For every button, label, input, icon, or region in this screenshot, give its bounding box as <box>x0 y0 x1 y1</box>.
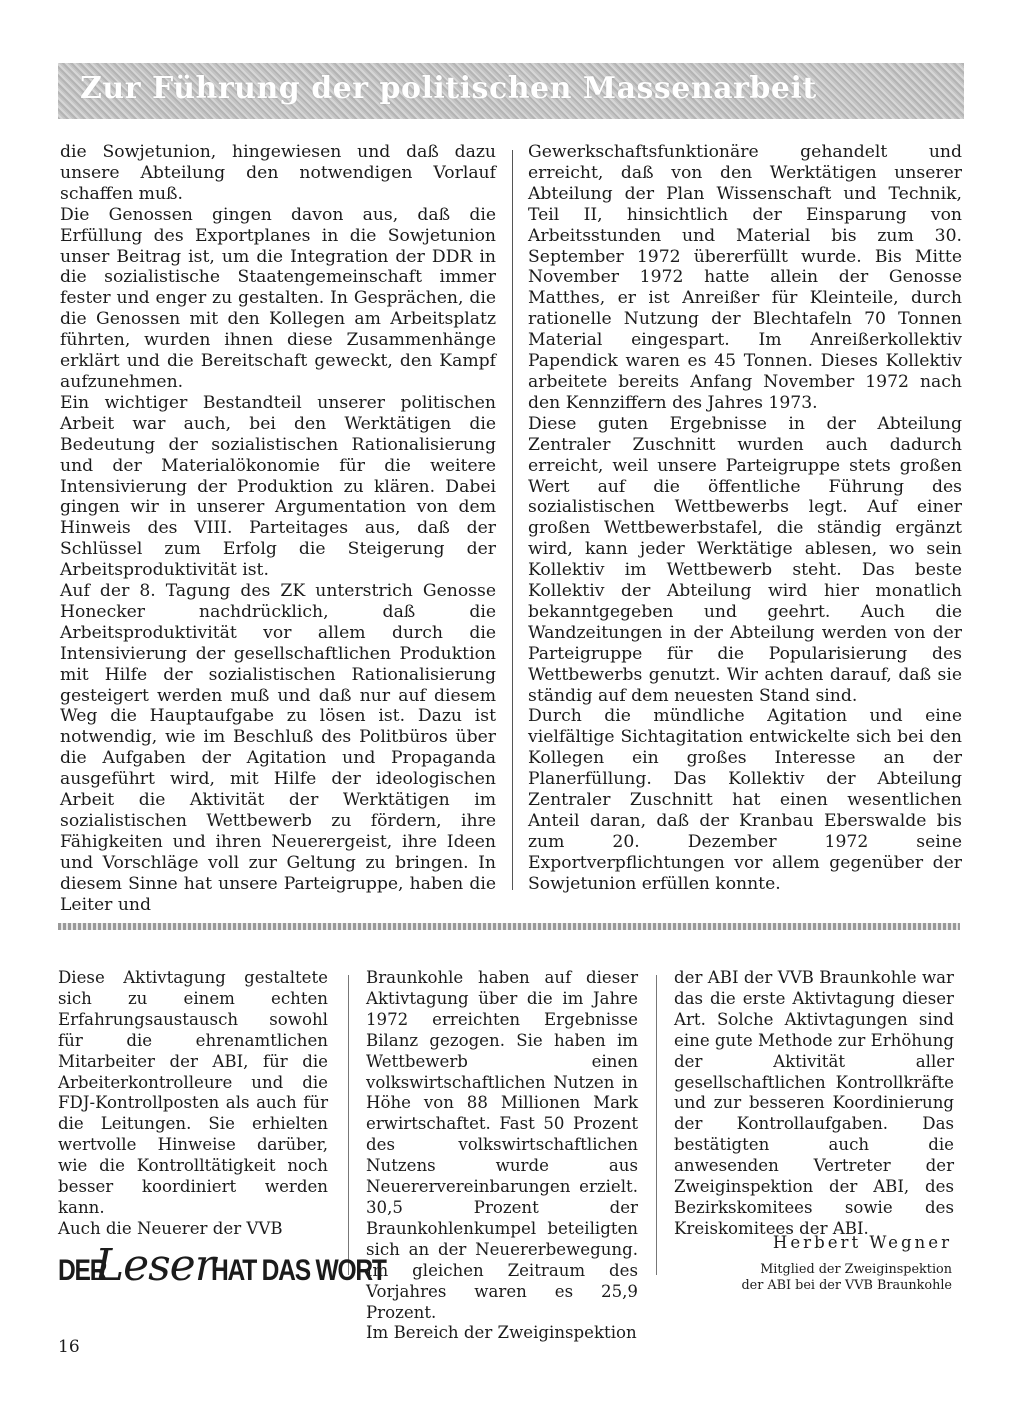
letter-column-3 <box>674 968 954 1240</box>
section-divider <box>58 923 960 930</box>
logo-text-hat-das-wort: HAT DAS WORT <box>210 1254 386 1287</box>
paragraph: die Sowjetunion, hingewiesen und daß dazu unsere Abteilung den notwendigen Vorlauf schaffen muß. <box>60 142 496 204</box>
column-rule <box>656 975 657 1275</box>
column-rule <box>348 975 349 1275</box>
paragraph: der ABI der VVB Braunkohle war das die erste Aktivtagung dieser Art. Solche Aktivtagungen sind eine gute Methode zur Erhöhung der Aktivität aller gesellschaftlichen Kontrollkräfte und zur besseren Koordinierung der Kontrollaufgaben. Das bestätigten auch die anwesenden Vertreter der Zweiginspektion der ABI, des Bezirkskomitees sowie des Kreiskomitees der ABI. <box>674 968 954 1238</box>
column-rule <box>512 150 513 890</box>
affiliation-line: der ABI bei der VVB Braunkohle <box>741 1278 952 1293</box>
article-column-right <box>528 142 962 895</box>
paragraph: Im Bereich der Zweiginspektion <box>366 1323 637 1343</box>
paragraph: Gewerkschaftsfunktionäre gehandelt und erreicht, daß von den Werktätigen unserer Abteilung der Plan Wissenschaft und Technik, Teil II, hinsichtlich der Einsparung von Arbeitsstunden und Material bis zum 30. September 1972 übererfüllt wurde. Bis Mitte November 1972 hatte allein der Genosse Matthes, er ist Anreißer für Kleinteile, durch rationelle Nutzung der Blechtafeln 70 Tonnen Material eingespart. Im Anreißerkollektiv Papendick waren es 45 Tonnen. Dieses Kollektiv arbeitete bereits Anfang November 1972 nach den Kennziffern des Jahres 1973. <box>528 142 962 413</box>
section-header-band <box>58 63 964 119</box>
author-affiliation <box>674 1262 952 1294</box>
paragraph: Durch die mündliche Agitation und eine vielfältige Sichtagitation entwickelte sich bei den Kollegen ein großes Interesse an der Planerfüllung. Das Kollektiv der Abteilung Zentraler Zuschnitt hat einen wesentlichen Anteil daran, daß der Kranbau Eberswalde bis zum 20. Dezember 1972 seine Exportverpflichtungen vor allem gegenüber der Sowjetunion erfüllen konnte. <box>528 706 962 894</box>
page-number: 16 <box>58 1337 80 1357</box>
paragraph: Braunkohle haben auf dieser Aktivtagung über die im Jahre 1972 erreichten Ergebnisse Bilanz gezogen. Sie haben im Wettbewerb einen volkswirtschaftlichen Nutzen in Höhe von 88 Millionen Mark erwirtschaftet. Fast 50 Prozent des volkswirtschaftlichen Nutzens wurde aus Neuerervereinbarungen erzielt. 30,5 Prozent der Braunkohlenkumpel beteiligten sich an der Neuererbewegung. Im gleichen Zeitraum des Vorjahres waren es 25,9 Prozent. <box>366 968 638 1322</box>
section-header-title: Zur Führung der politischen Massenarbeit <box>80 71 817 106</box>
paragraph: Auf der 8. Tagung des ZK unterstrich Genosse Honecker nachdrücklich, daß die Arbeitsproduktivität vor allem durch die Intensivierung der gesellschaftlichen Produktion mit Hilfe der sozialistischen Rationalisierung gesteigert werden muß und daß nur auf diesem Weg die Hauptaufgabe zu lösen ist. Dazu ist notwendig, wie im Beschluß des Politbüros über die Aufgaben der Agitation und Propaganda ausgeführt wird, mit Hilfe der ideologischen Arbeit die Aktivität der Werktätigen im sozialistischen Wettbewerb zu fördern, ihre Fähigkeiten und ihren Neuerergeist, ihre Ideen und Vorschläge voll zur Geltung zu bringen. In diesem Sinne hat unsere Parteigruppe, haben die Leiter und <box>60 581 496 915</box>
paragraph: Ein wichtiger Bestandteil unserer politischen Arbeit war auch, bei den Werktätigen die Bedeutung der sozialistischen Rationalisierung und der Materialökonomie für die weitere Intensivierung der Produktion zu klären. Dabei gingen wir in unserer Argumentation von dem Hinweis des VIII. Parteitages aus, daß der Schlüssel zum Erfolg die Steigerung der Arbeitsproduktivität ist. <box>60 392 496 581</box>
article-column-left <box>60 142 496 916</box>
leser-hat-das-wort-logo <box>58 1240 386 1291</box>
paragraph: Diese guten Ergebnisse in der Abteilung Zentraler Zuschnitt wurden auch dadurch erreicht, weil unsere Parteigruppe stets großen Wert auf die öffentliche Führung des sozialistischen Wettbewerbs legt. Auf einer großen Wettbewerbstafel, die ständig ergänzt wird, kann jeder Werktätige ablesen, wo sein Kollektiv im Wettbewerb steht. Das beste Kollektiv der Abteilung wird hier monatlich bekanntgegeben und geehrt. Auch die Wandzeitungen in der Abteilung werden von der Parteigruppe für die Popularisierung des Wettbewerbs genutzt. Wir achten darauf, daß sie ständig auf dem neuesten Stand sind. <box>528 413 962 706</box>
letter-column-2 <box>366 968 638 1344</box>
logo-text-leser: Leser <box>94 1240 215 1291</box>
affiliation-line: Mitglied der Zweiginspektion <box>760 1262 952 1277</box>
paragraph: Diese Aktivtagung gestaltete sich zu einem echten Erfahrungsaustausch sowohl für die ehrenamtlichen Mitarbeiter der ABI, für die Arbeiterkontrolleure und die FDJ-Kontrollposten als auch für die Leitungen. Sie erhielten wertvolle Hinweise darüber, wie die Kontrolltätigkeit noch besser koordiniert werden kann. <box>58 968 328 1217</box>
author-signature: Herbert Wegner <box>772 1233 952 1252</box>
letter-column-1 <box>58 968 328 1240</box>
paragraph: Die Genossen gingen davon aus, daß die Erfüllung des Exportplanes in die Sowjetunion unser Beitrag ist, um die Integration der DDR in die sozialistische Staatengemeinschaft immer fester und enger zu gestalten. In Gesprächen, die die Genossen mit den Kollegen am Arbeitsplatz führten, wurden ihnen diese Zusammenhänge erklärt und die Bereitschaft geweckt, den Kampf aufzunehmen. <box>60 204 496 392</box>
logo-text-der: DER <box>58 1254 107 1287</box>
paragraph: Auch die Neuerer der VVB <box>58 1218 283 1238</box>
